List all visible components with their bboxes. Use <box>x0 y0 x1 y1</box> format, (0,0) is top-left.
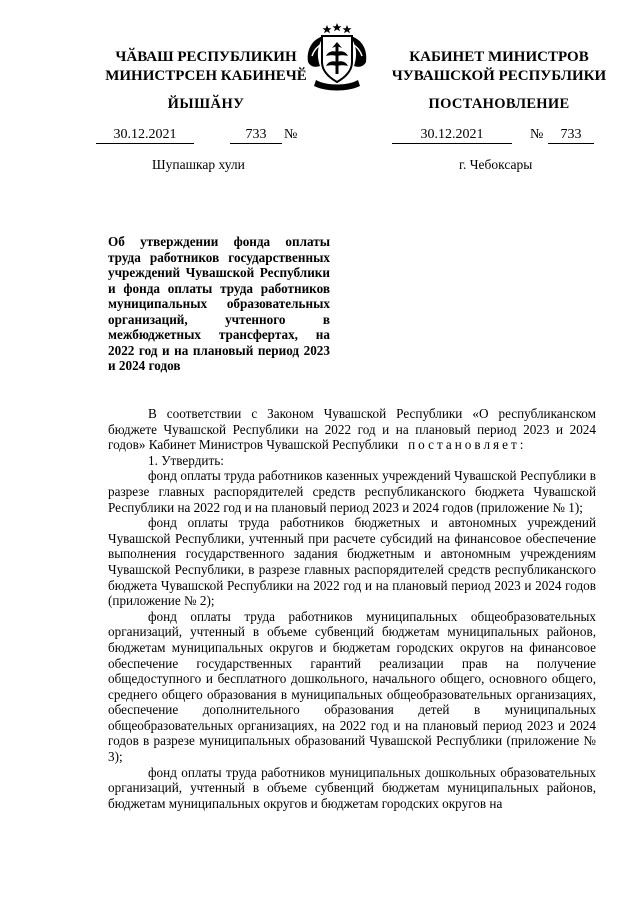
paragraph-appendix-2: фонд оплаты труда работников бюджетных и автономных учреждений Чувашской Республики, учтенный при расчете субсидий на финансовое обеспечение выполнения государственного задания бюджетным и автономным учреждениям Чувашской Республики, в разрезе главных распорядителей средств республиканского бюджета Чувашской Республики на 2022 год и на плановый период 2023 и 2024 годов (приложение № 2); <box>108 515 596 609</box>
reg-left-number-sign: № <box>284 127 298 142</box>
document-body <box>108 406 596 811</box>
registration-right <box>392 126 602 144</box>
paragraph-appendix-1: фонд оплаты труда работников казенных учреждений Чувашской Республики в разрезе главных распорядителей средств республиканского бюджета Чувашской Республики на 2022 год и на плановый период 2023 и 2024 годов (приложение № 1); <box>108 468 596 515</box>
reg-left-number: 733 <box>230 126 282 144</box>
reg-right-number-sign: № <box>530 127 544 142</box>
intro-paragraph <box>108 406 596 453</box>
header-chuvash <box>96 48 316 86</box>
place-chuvash: Шупашкар хули <box>152 157 245 172</box>
header-right-line2: ЧУВАШСКОЙ РЕСПУБЛИКИ <box>391 68 607 84</box>
reg-right-number: 733 <box>548 126 594 144</box>
header-russian <box>386 48 612 86</box>
document-subject: Об утверждении фонда оплаты труда работников государственных учреждений Чувашской Республики и фонда оплаты труда работников муниципальных образовательных организаций, учтенного в межбюджетных трансфертах, на 2022 год и на плановый период 2023 и 2024 годов <box>108 234 330 373</box>
registration-left <box>96 126 316 144</box>
reg-left-date: 30.12.2021 <box>96 126 194 144</box>
intro-text: В соответствии с Законом Чувашской Республики «О республиканском бюджете Чувашской Республики на 2022 год и на плановый период 2023 и 2024 годов» Кабинет Министров Чувашской Республики <box>108 406 596 453</box>
header-right-line1: КАБИНЕТ МИНИСТРОВ <box>409 49 589 65</box>
chuvashia-emblem-icon <box>302 22 372 92</box>
reg-right-date: 30.12.2021 <box>392 126 512 144</box>
header-left-line1: ЧӐВАШ РЕСПУБЛИКИН <box>115 49 297 65</box>
item-1: 1. Утвердить: <box>148 452 224 468</box>
paragraph-appendix-4: фонд оплаты труда работников муниципальных дошкольных образовательных организаций, учтенный в объеме субвенций бюджетам муниципальных районов, бюджетам муниципальных округов и бюджетам городских округов на <box>108 764 596 811</box>
doc-type-russian: ПОСТАНОВЛЕНИЕ <box>428 96 570 112</box>
header-left-line2: МИНИСТРСЕН КАБИНЕЧӖ <box>105 68 307 84</box>
doc-type-chuvash: ЙЫШӐНУ <box>167 96 245 112</box>
decree-word: постановляет: <box>408 437 527 453</box>
place-russian: г. Чебоксары <box>459 157 533 172</box>
paragraph-appendix-3: фонд оплаты труда работников муниципальных общеобразовательных организаций, учтенный в объеме субвенций бюджетам муниципальных районов, бюджетам муниципальных округов и бюджетам городских округов на финансовое обеспечение государственных гарантий реализации прав на получение общедоступного и бесплатного дошкольного, начального общего, основного общего, среднего общего образования в муниципальных общеобразовательных организациях, обеспечение дополнительного образования детей в муниципальных общеобразовательных организациях, на 2022 год и на плановый период 2023 и 2024 годов в разрезе муниципальных образований Чувашской Республики (приложение № 3); <box>108 608 596 765</box>
